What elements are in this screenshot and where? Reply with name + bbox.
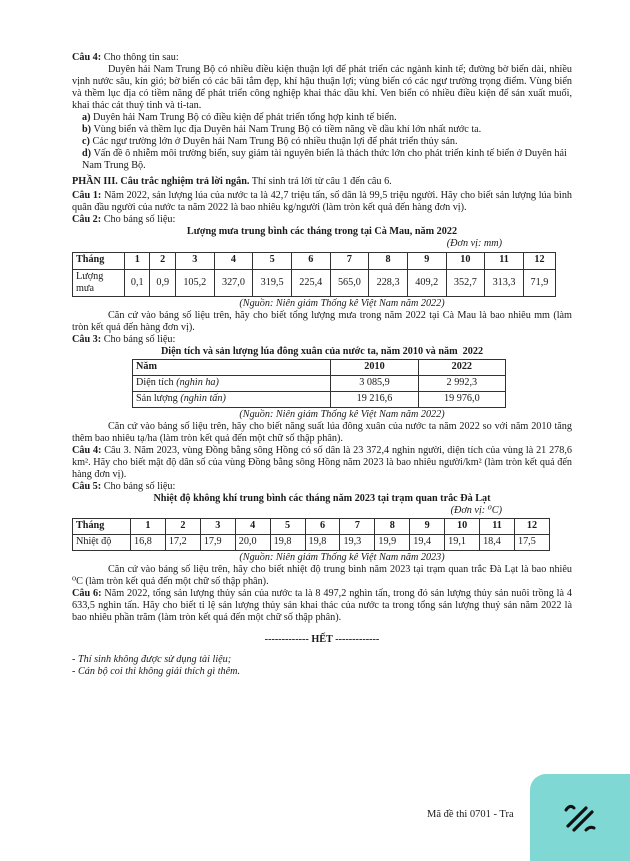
part3-heading: PHẦN III. Câu trắc nghiệm trả lời ngắn. Thí sinh trả lời từ câu 1 đến câu 6.: [72, 176, 392, 188]
q4-option: [72, 136, 572, 148]
temperature-month-header: 6: [305, 519, 340, 535]
q4-heading: Câu 4: Cho thông tin sau:: [72, 52, 179, 63]
rainfall-cell: 409,2: [407, 269, 446, 296]
note-line: - Thí sinh không được sử dụng tài liệu;: [72, 654, 232, 666]
rainfall-cell: 565,0: [330, 269, 369, 296]
temperature-cell: 20,0: [235, 535, 270, 551]
q5-unit: (Đơn vị: ⁰C): [450, 504, 502, 516]
q4-option-label: c): [82, 136, 90, 148]
exam-notes: [72, 654, 572, 678]
rainfall-month-header: 1: [125, 252, 150, 269]
temperature-cell: 19,4: [410, 535, 445, 551]
exam-page: [72, 52, 572, 678]
temperature-value-row: [73, 535, 550, 551]
rice-cell: 2 992,3: [418, 375, 505, 391]
q4b: Câu 4: Câu 3. Năm 2023, vùng Đồng bằng sông Hồng có số dân là 23 372,4 nghìn người, diện tích của vùng là 21 278,6 km². Hãy cho biết mật độ dân số của vùng Đồng bằng sông Hồng năm 2023 là bao nhiêu người/km² (làm tròn kết quả đến hàng đơn vị).: [72, 444, 573, 480]
rice-cell: 19 216,6: [331, 391, 418, 407]
rainfall-month-header: 6: [291, 252, 330, 269]
rainfall-month-header: 3: [175, 252, 214, 269]
rice-header-year: 2010: [331, 359, 418, 375]
temperature-cell: 19,8: [270, 535, 305, 551]
q2-heading: Câu 2: Cho bảng số liệu:: [72, 214, 176, 226]
rainfall-cell: 0,9: [150, 269, 175, 296]
temperature-month-header: 3: [200, 519, 235, 535]
temperature-month-header: 9: [410, 519, 445, 535]
temperature-cell: 17,9: [200, 535, 235, 551]
end-mark: ------------- HẾT -------------: [264, 634, 380, 646]
rainfall-cell: 71,9: [523, 269, 555, 296]
rainfall-cell: 228,3: [369, 269, 408, 296]
q4-option-text: Vùng biển và thềm lục địa Duyên hải Nam Trung Bộ có tiềm năng về dầu khí lớn nhất nước ta.: [93, 124, 482, 136]
rainfall-month-header: 11: [485, 252, 524, 269]
q4-options: [72, 112, 572, 172]
note-line: - Cán bộ coi thi không giải thích gì thêm.: [72, 666, 241, 678]
q3-source: (Nguồn: Niên giám Thống kê Việt Nam năm 2022): [239, 408, 445, 420]
q5-heading: Câu 5: Cho bảng số liệu:: [72, 480, 176, 492]
q3-question: Căn cứ vào bảng số liệu trên, hãy cho biết năng suất lúa đông xuân của nước ta năm 2022 so với năm 2010 tăng thêm bao nhiêu tạ/ha (làm tròn kết quả đến một chữ số thập phân).: [72, 420, 572, 444]
q2-unit: (Đơn vị: mm): [446, 238, 502, 250]
rainfall-header-row: [73, 252, 556, 269]
rice-output-row: [133, 391, 506, 407]
rice-header-row: [133, 359, 506, 375]
q4-option-label: d): [82, 148, 92, 160]
temperature-cell: 19,1: [445, 535, 480, 551]
rainfall-cell: 319,5: [253, 269, 292, 296]
q4-option-label: b): [82, 124, 92, 136]
q6: Câu 6: Năm 2022, tổng sản lượng thủy sản của nước ta là 8 497,2 nghìn tấn, trong đó sản lượng thủy sản nuôi trồng là 4 633,5 nghìn tấn. Hãy cho biết tỉ lệ sản lượng thủy sản khai thác của nước ta trong tổng sản lượng thuỷ sản năm 2022 là bao nhiêu phần trăm (làm tròn kết quả đến một chữ số thập phân).: [72, 588, 572, 624]
temperature-month-header: 8: [375, 519, 410, 535]
q2-table-title: Lượng mưa trung bình các tháng trong tại Cà Mau, năm 2022: [186, 226, 458, 238]
q5-source: (Nguồn: Niên giám Thống kê Việt Nam năm 2023): [239, 552, 445, 563]
temperature-table: [72, 518, 550, 551]
q3-heading: Câu 3: Cho bảng số liệu:: [72, 333, 176, 345]
exam-code: Mã đề thi 0701 - Tra: [427, 809, 514, 820]
rainfall-month-header: 9: [407, 252, 446, 269]
temperature-cell: 19,8: [305, 535, 340, 551]
q2-question: Căn cứ vào bảng số liệu trên, hãy cho biết tổng lượng mưa trong năm 2022 tại Cà Mau là bao nhiêu mm (làm tròn kết quả đến hàng đơn vị).: [72, 309, 572, 333]
temperature-month-header: 1: [131, 519, 166, 535]
rainfall-cell: 352,7: [446, 269, 485, 296]
temperature-month-header: 4: [235, 519, 270, 535]
q3-table-title: Diện tích và sản lượng lúa đông xuân của nước ta, năm 2010 và năm 2022: [160, 345, 484, 357]
rainfall-month-header: 8: [369, 252, 408, 269]
rainfall-cell: 0,1: [125, 269, 150, 296]
rainfall-month-header: 10: [446, 252, 485, 269]
q4-passage: Duyên hải Nam Trung Bộ có nhiều điều kiện thuận lợi để phát triển các ngành kinh tế; đường bờ biển dài, nhiều vịnh nước sâu, kín gió; bờ biển có các bãi tắm đẹp, khí hậu thuận lợi; vùng biển có các ngư trường trọng điểm. Vùng biển và thềm lục địa có tiềm năng để phát triển công nghiệp khai thác dầu khí. Ven biển có nhiều điều kiện để sản xuất muối, khai thác cát thuỷ tinh và ti-tan.: [72, 64, 572, 112]
q4-option-label: a): [82, 112, 91, 124]
temperature-month-header: 12: [514, 519, 549, 535]
rainfall-cell: 327,0: [214, 269, 253, 296]
temperature-cell: 17,2: [165, 535, 200, 551]
rice-header-label: Năm: [133, 359, 331, 375]
rice-area-row: [133, 375, 506, 391]
q4-option-text: Các ngư trường lớn ở Duyên hải Nam Trung Bộ có nhiều thuận lợi để phát triển thủy sản.: [92, 136, 458, 148]
q4-option: [72, 148, 572, 172]
q4-option-text: Duyên hải Nam Trung Bộ có điều kiện để phát triển tổng hợp kinh tế biển.: [93, 112, 397, 124]
rice-table: [132, 359, 506, 408]
temperature-month-header: 5: [270, 519, 305, 535]
q4-option: [72, 112, 572, 124]
rainfall-month-header: 2: [150, 252, 175, 269]
q5-table-title: Nhiệt độ không khí trung bình các tháng năm 2023 tại trạm quan trắc Đà Lạt: [153, 492, 491, 504]
rice-header-year: 2022: [418, 359, 505, 375]
temperature-cell: 16,8: [131, 535, 166, 551]
edit-pen-icon: [560, 796, 600, 836]
rainfall-cell: 313,3: [485, 269, 524, 296]
rainfall-value-row: [73, 269, 556, 296]
rainfall-month-header: 12: [523, 252, 555, 269]
rainfall-row-label: Lượng mưa: [73, 269, 125, 296]
temperature-cell: 19,9: [375, 535, 410, 551]
temperature-header-row: [73, 519, 550, 535]
rainfall-cell: 105,2: [175, 269, 214, 296]
temperature-row-label: Nhiệt độ: [73, 535, 131, 551]
q5-question: Căn cứ vào bảng số liệu trên, hãy cho biết nhiệt độ trung bình năm 2023 tại trạm quan trắc Đà Lạt là bao nhiêu ⁰C (làm tròn kết quả đến một chữ số thập phân).: [72, 564, 572, 588]
edit-fab-button[interactable]: [530, 774, 630, 861]
q1: Câu 1: Năm 2022, sản lượng lúa của nước ta là 42,7 triệu tấn, số dân là 99,5 triệu người. Hãy cho biết sản lượng lúa bình quân đầu người của nước ta năm 2022 là bao nhiêu kg/người (làm tròn kết quả đến hàng đơn vị).: [72, 190, 573, 214]
rainfall-header-label: Tháng: [73, 252, 125, 269]
q2-source: (Nguồn: Niên giám Thống kê Việt Nam năm 2022): [239, 297, 445, 309]
temperature-month-header: 2: [165, 519, 200, 535]
rainfall-month-header: 7: [330, 252, 369, 269]
rainfall-month-header: 4: [214, 252, 253, 269]
q4-option-text: Vấn đề ô nhiễm môi trường biển, suy giảm tài nguyên biển là thách thức lớn cho phát triển kinh tế biển ở Duyên hải Nam Trung Bộ.: [82, 148, 567, 172]
temperature-month-header: 11: [480, 519, 515, 535]
rainfall-cell: 225,4: [291, 269, 330, 296]
rice-cell: 3 085,9: [331, 375, 418, 391]
temperature-cell: 18,4: [480, 535, 515, 551]
temperature-cell: 17,5: [514, 535, 549, 551]
temperature-header-label: Tháng: [73, 519, 131, 535]
rice-row-label: Sản lượng (nghìn tấn): [133, 391, 331, 407]
temperature-month-header: 7: [340, 519, 375, 535]
rice-cell: 19 976,0: [418, 391, 505, 407]
q4-option: [72, 124, 572, 136]
rice-row-label: Diện tích (nghìn ha): [133, 375, 331, 391]
temperature-cell: 19,3: [340, 535, 375, 551]
temperature-month-header: 10: [445, 519, 480, 535]
rainfall-month-header: 5: [253, 252, 292, 269]
rainfall-table: [72, 252, 556, 297]
